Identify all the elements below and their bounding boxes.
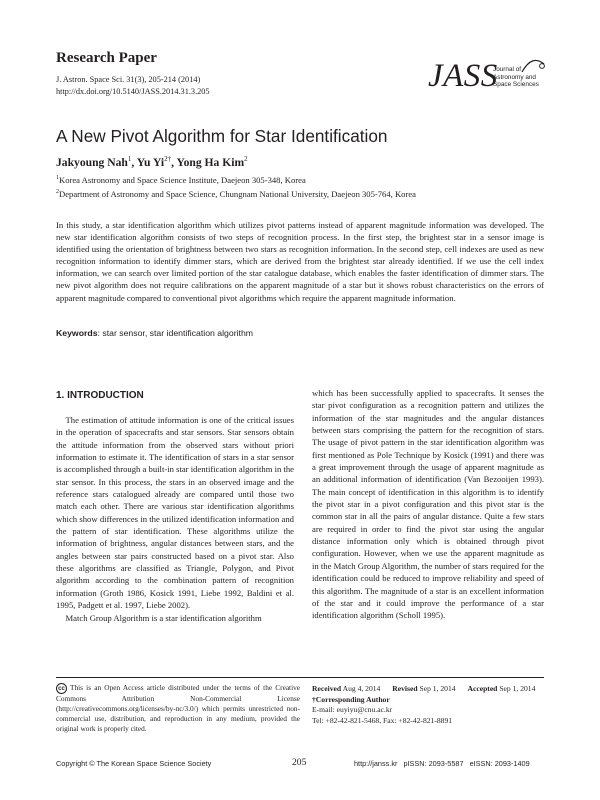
revised-date: Sep 1, 2014 — [419, 684, 456, 693]
author-name: Yong Ha Kim — [176, 155, 245, 169]
logo-line-3: Space Sciences — [493, 81, 539, 89]
paper-type-label: Research Paper — [56, 50, 157, 66]
body-paragraph: Match Group Algorithm is a star identification algorithm — [65, 612, 262, 623]
logo-line-1: Journal of — [493, 66, 522, 73]
received-date: Aug 4, 2014 — [342, 684, 381, 693]
corresponding-email[interactable]: E-mail: euyiyu@cnu.ac.kr — [312, 705, 393, 715]
keywords-text: : star sensor, star identification algorithm — [97, 328, 254, 338]
corresponding-phone: Tel: +82-42-821-5468, Fax: +82-42-821-8891 — [312, 715, 453, 725]
section-heading: 1. INTRODUCTION — [56, 390, 144, 401]
article-history — [312, 684, 535, 726]
revised-label: Revised — [392, 684, 418, 693]
footer-divider — [56, 677, 544, 678]
affiliations — [56, 172, 416, 201]
journal-url-issn: http://janss.kr pISSN: 2093-5587 eISSN: 2093-1409 — [354, 759, 530, 768]
author-name: Yu Yi — [136, 155, 165, 169]
affil-text: Korea Astronomy and Space Science Institute, Daejeon 305-348, Korea — [59, 174, 306, 185]
author-list: Jakyoung Nah$^1$, Yu $Yi^{2\dagger}$, Yong Ha Kim$^2$ — [56, 155, 248, 169]
body-paragraph: which has been successfully applied to spacecrafts. It senses the star pivot configuration as a recognition pattern and utilizes the information of the star magnitudes and the angular distances between stars comprising the pattern for the recognition of stars. The usage of pivot pattern in the star identification algorithm was first mentioned as Pole Technique by Kosick (1991) and there was a great improvement through the usage of apparent magnitude as an additional information of identification (Van Bezooijen 1993). The main concept of identification in this algorithm is to identify the pivot star in a pivot configuration and this pivot star is the common star in all the pairs of angular distance. Quite a few stars are required in order to find the pivot star using the angular distance information only which is obtained through pivot configuration. However, when we use the apparent magnitude as in the Match Group Algorithm, the number of stars required for the identification could be reduced to improve reliability and speed of this algorithm. The magnitude of a star is an excellent information of the star and it could improve the performance of a star identification algorithm (Scholl 1995). — [312, 388, 544, 621]
affiliation — [56, 172, 416, 186]
accepted-label: Accepted — [467, 684, 498, 693]
affil-mark: 2 — [56, 189, 59, 196]
received-label: Received — [312, 684, 342, 693]
license-notice — [56, 683, 300, 734]
history-dates — [312, 684, 535, 695]
journal-reference — [56, 74, 210, 98]
journal-logo — [428, 58, 548, 100]
logo-acronym: JASS — [428, 58, 498, 94]
license-text: This is an Open Access article distributed under the terms of the Creative Commons Attribution Non-Commercial License (http://creativecommons.org/licenses/by-nc/3.0/) which permits unrestricted non-commercial use, distribution, and reproduction in any medium, provided the original work is properly cited. — [56, 683, 300, 733]
affiliation — [56, 186, 416, 200]
keywords-label: Keywords — [56, 328, 98, 338]
affil-text: Department of Astronomy and Space Science, Chungnam National University, Daejeon 305-764, Korea — [59, 189, 416, 200]
creative-commons-icon: cc — [56, 683, 67, 694]
logo-orbit-icon — [520, 58, 546, 74]
keywords — [56, 328, 253, 338]
doi-link[interactable]: http://dx.doi.org/10.5140/JASS.2014.31.3.205 — [56, 87, 210, 96]
affil-mark: 1 — [56, 175, 59, 181]
paper-title: A New Pivot Algorithm for Star Identification — [56, 126, 388, 146]
author-name: Jakyoung Nah — [56, 155, 128, 169]
author-affil-mark: 2 — [244, 155, 248, 163]
abstract: In this study, a star identification algorithm which utilizes pivot patterns instead of apparent magnitude information was developed. The new star identification algorithm consists of two steps of recognition process. In the first step, the brightest star in a sensor image is identified using the orientation of brightness between two stars as recognition information. In the second step, cell indexes are used as new recognition information to identify dimmer stars, which are derived from the brightest star already identified. If we use the cell index information, we can search over limited portion of the star catalogue database, which enables the faster identification of dimmer stars. The new pivot algorithm does not require calibrations on the apparent magnitude of a star but it shows robust characteristics on the errors of apparent magnitude compared to conventional pivot algorithms which require the apparent magnitude information. — [56, 220, 544, 303]
body-column-left — [56, 414, 294, 624]
body-paragraph: The estimation of attitude information is one of the critical issues in the operation of spacecrafts and star sensors. Star sensors obtain the attitude information from the observed stars without priori information to estimate it. The identification of stars in a star sensor is accomplished through a built-in star identification algorithm in the star sensor. In this process, the stars in an observed image and the reference stars catalogued already are compared until those two match each other. There are various star identification algorithms which show differences in the utilized identification information and the pattern of star identification. These algorithms utilize the information of brightness, angular distances between stars, and the angles between star pairs constructed based on a pivot star. Also these algorithms are classified as Triangle, Polygon, and Pivot algorithm according to the combination pattern of recognition information (Groth 1986, Kosick 1991, Liebe 1992, Baldini et al. 1995, Padgett et al. 1997, Liebe 2002). — [56, 415, 294, 611]
author-affil-mark: 2† — [164, 155, 172, 163]
logo-line-2: Astronomy and — [493, 73, 536, 81]
page-number: 205 — [292, 757, 307, 768]
accepted-date: Sep 1, 2014 — [499, 684, 536, 693]
citation: J. Astron. Space Sci. 31(3), 205-214 (2014) — [56, 75, 201, 84]
copyright-notice: Copyright © The Korean Space Science Society — [56, 759, 212, 768]
body-column-right — [312, 387, 544, 622]
author-affil-mark: 1 — [127, 155, 132, 163]
corresponding-author-label: †Corresponding Author — [312, 694, 390, 704]
